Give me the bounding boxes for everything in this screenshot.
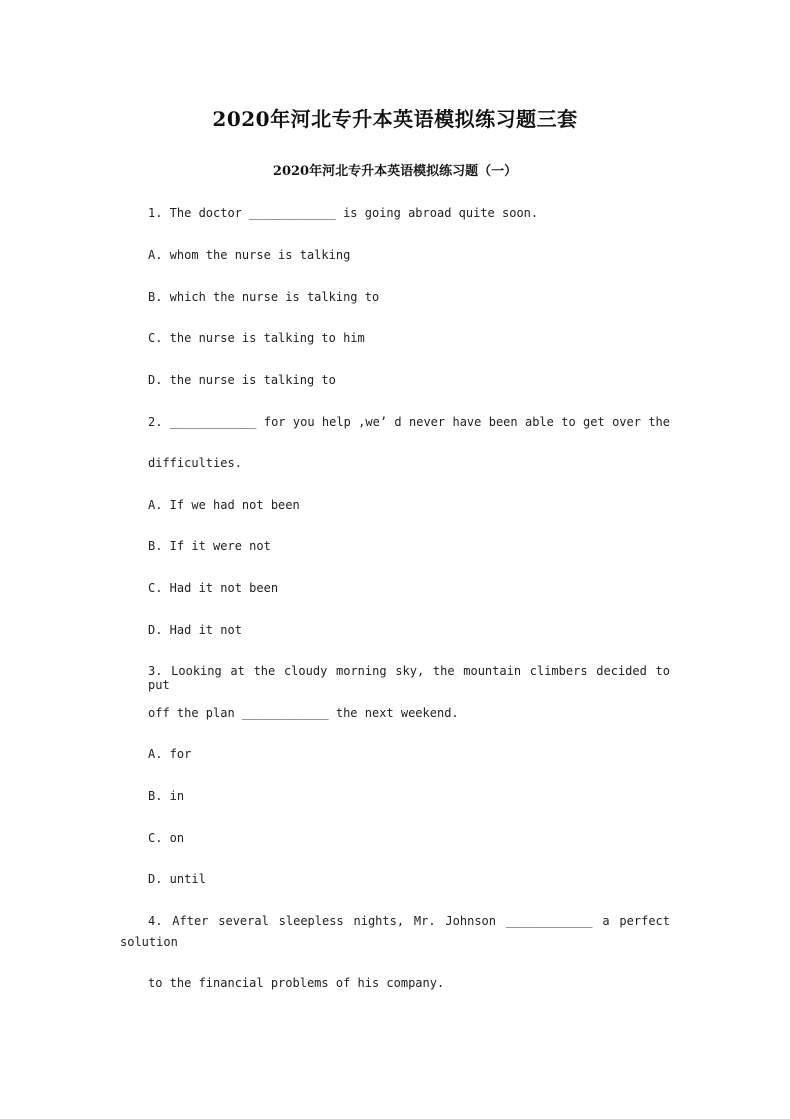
question-1-option-a: A. whom the nurse is talking <box>148 248 351 262</box>
exercise-subtitle: 2020年河北专升本英语模拟练习题（一） <box>272 164 518 179</box>
question-3-option-b: B. in <box>148 789 185 803</box>
question-3-option-a: A. for <box>148 747 192 761</box>
question-4-stem-line-2: solution <box>120 935 178 949</box>
question-2-stem-line-2: difficulties. <box>148 456 242 470</box>
question-3-option-d: D. until <box>148 872 206 886</box>
document-title: 2020年河北专升本英语模拟练习题三套 <box>212 107 578 131</box>
question-3-stem-line-1: 3. Looking at the cloudy morning sky, the mountain climbers decided to put <box>148 664 670 692</box>
question-4-stem-line-1: 4. After several sleepless nights, Mr. Johnson ____________ a perfect <box>148 914 670 928</box>
question-1-option-c: C. the nurse is talking to him <box>148 331 365 345</box>
question-2-option-c: C. Had it not been <box>148 581 279 595</box>
question-3-stem-line-2: off the plan ____________ the next weekend. <box>148 706 459 720</box>
question-3-option-c: C. on <box>148 831 185 845</box>
question-2-stem-line-1: 2. ____________ for you help ,we’ d never have been able to get over the <box>148 415 670 429</box>
question-1-option-d: D. the nurse is talking to <box>148 373 336 387</box>
question-1-stem: 1. The doctor ____________ is going abroad quite soon. <box>148 206 539 220</box>
question-2-option-d: D. Had it not <box>148 623 242 637</box>
question-4-stem-line-3: to the financial problems of his company. <box>148 976 445 990</box>
question-2-option-a: A. If we had not been <box>148 498 300 512</box>
question-2-option-b: B. If it were not <box>148 539 271 553</box>
question-1-option-b: B. which the nurse is talking to <box>148 290 380 304</box>
